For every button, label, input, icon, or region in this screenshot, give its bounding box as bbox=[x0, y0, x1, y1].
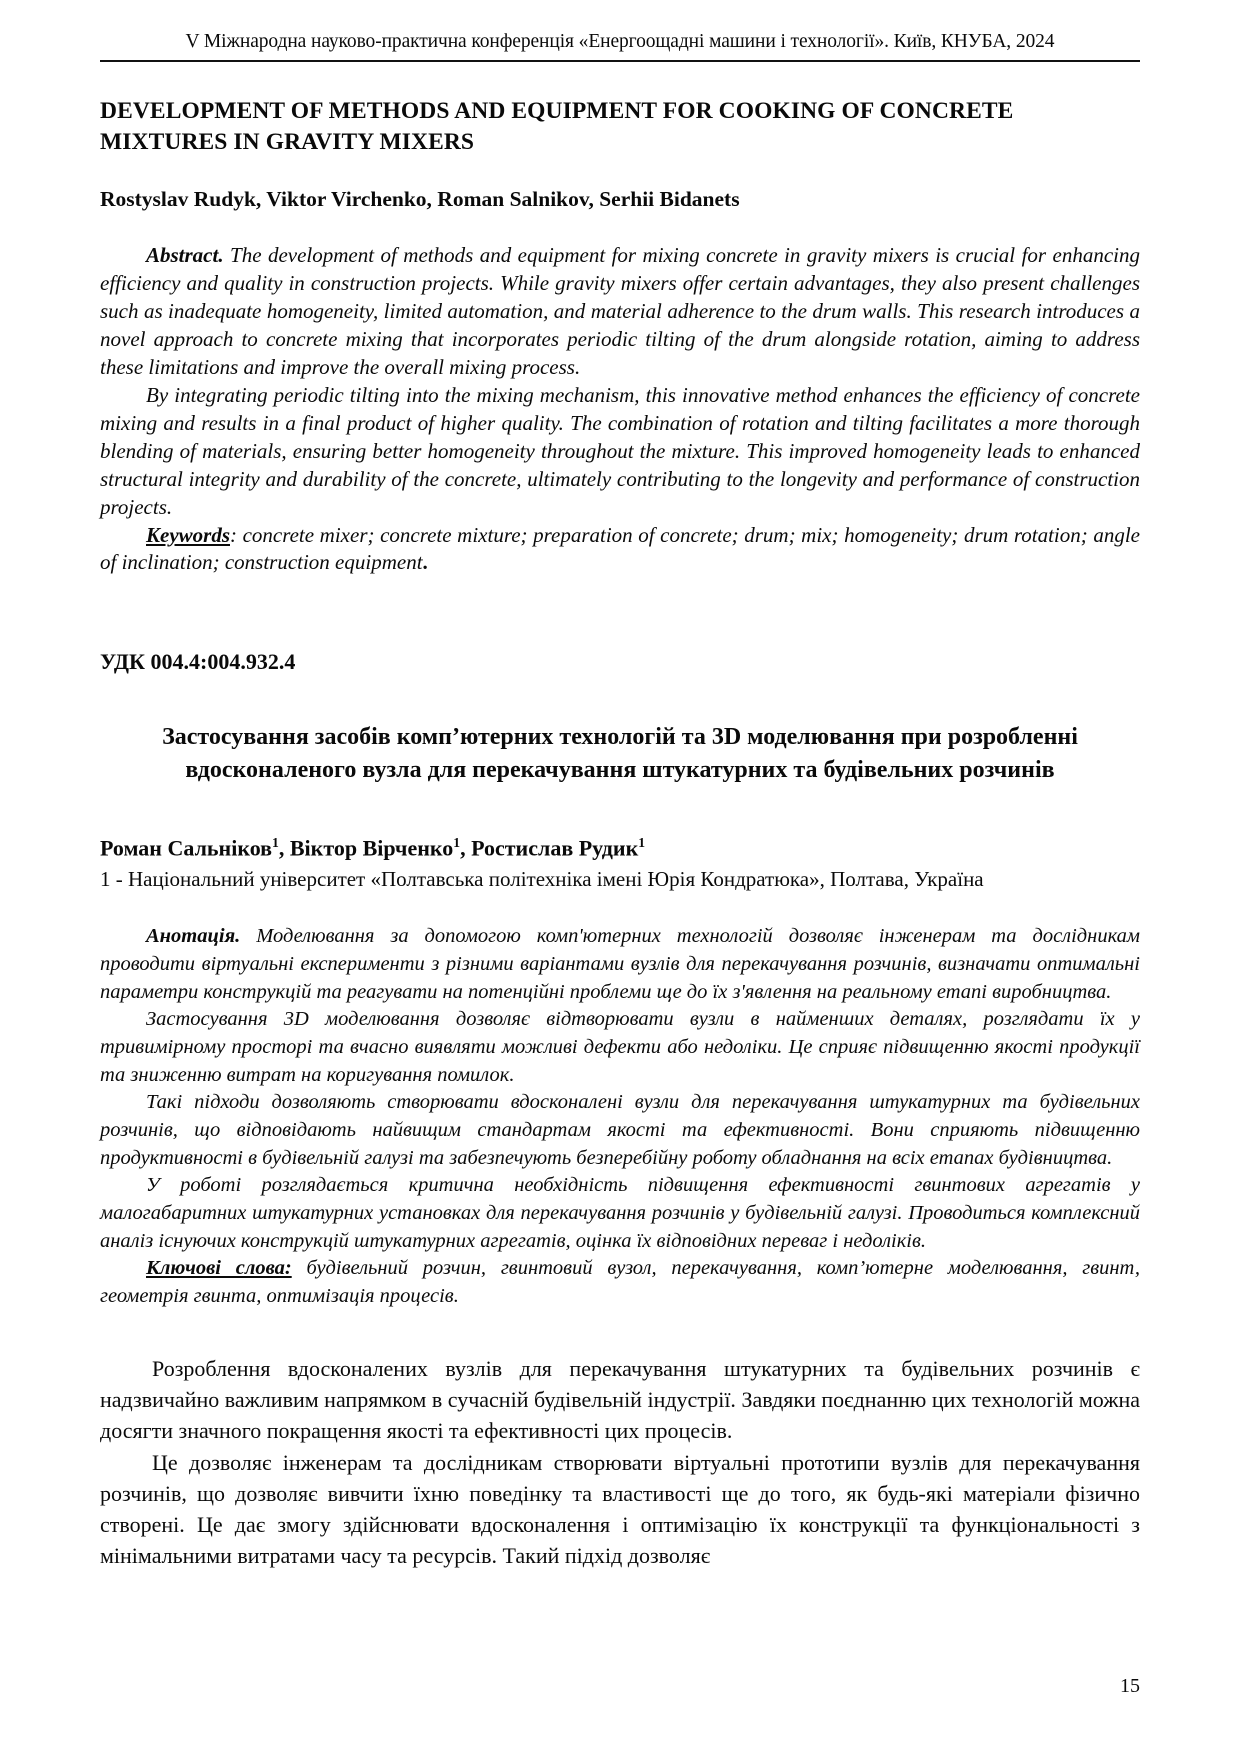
author-affiliation-marker-1: 1 bbox=[272, 835, 279, 851]
abstract-label: Abstract. bbox=[146, 243, 224, 268]
ukrainian-keywords-label: Ключові слова: bbox=[146, 1257, 292, 1280]
running-head-rule bbox=[100, 60, 1140, 62]
running-head: V Міжнародна науково-практична конференція «Енергоощадні машини і технології». Київ, КНУБА, 2024 bbox=[185, 31, 1055, 52]
body-paragraph-2: Це дозволяє інженерам та дослідникам створювати віртуальні прототипи вузлів для перекачування розчинів, що дозволяє вивчити їхню поведінку та властивості ще до того, як будь-які матеріали фізично створені. Це дає змогу здійснювати вдосконалення і оптимізацію їх конструкції та функціональності з мінімальними витратами часу та ресурсів. Такий підхід дозволяє bbox=[100, 1449, 1140, 1569]
body-paragraph-1: Розроблення вдосконалених вузлів для перекачування штукатурних та будівельних розчинів є надзвичайно важливим напрямком в сучасній будівельній індустрії. Завдяки поєднанню цих технологій можна досягти значного покращення якості та ефективності цих процесів. bbox=[100, 1355, 1140, 1444]
author-name-2: , Віктор Вірченко bbox=[278, 835, 454, 861]
abstract-text-1: The development of methods and equipment for mixing concrete in gravity mixers is crucial for enhancing efficiency and quality in construction projects. While gravity mixers offer certain advantages, they also present challenges such as inadequate homogeneity, limited automation, and material adherence to the drum walls. This research introduces a novel approach to concrete mixing that incorporates periodic tilting of the drum alongside rotation, aiming to address these limitations and improve the overall mixing process. bbox=[100, 243, 1140, 380]
ukrainian-title: Застосування засобів комп’ютерних технологій та 3D моделювання при розробленні вдосконаленого вузла для перекачування штукатурних та будівельних розчинів bbox=[162, 724, 1078, 783]
ukrainian-authors bbox=[100, 786, 1140, 863]
english-keywords-label: Keywords bbox=[146, 522, 230, 547]
english-authors: Rostyslav Rudyk, Viktor Virchenko, Roman Salnikov, Serhii Bidanets bbox=[100, 187, 740, 212]
english-abstract-paragraph-1 bbox=[100, 242, 1140, 382]
page-content bbox=[100, 30, 1140, 1571]
ukrainian-annotation-paragraph-1 bbox=[100, 923, 1140, 1006]
english-abstract-paragraph-2: By integrating periodic tilting into the mixing mechanism, this innovative method enhances the efficiency of concrete mixing and results in a final product of higher quality. The combination of rotation and tilting facilitates a more thorough blending of materials, ensuring better homogeneity throughout the mixture. This improved homogeneity leads to enhanced structural integrity and durability of the concrete, ultimately contributing to the longevity and performance of construction projects. bbox=[100, 382, 1140, 519]
ukrainian-affiliation: 1 - Національний університет «Полтавська політехніка імені Юрія Кондратюка», Полтава, Україна bbox=[100, 867, 984, 892]
ukrainian-keywords-text: будівельний розчин, гвинтовий вузол, перекачування, комп’ютерне моделювання, гвинт, геометрія гвинта, оптимізація процесів. bbox=[100, 1257, 1140, 1308]
author-affiliation-marker-3: 1 bbox=[638, 835, 646, 851]
author-affiliation-marker-2: 1 bbox=[453, 835, 461, 851]
ukrainian-annotation-paragraph-4: У роботі розглядається критична необхідність підвищення ефективності гвинтових агрегатів у малогабаритних штукатурних установках для перекачування розчинів у будівельній галузі. Проводиться комплексний аналіз існуючих конструкцій штукатурних агрегатів, оцінка їх відповідних переваг і недоліків. bbox=[100, 1174, 1140, 1252]
english-keywords-text: : concrete mixer; concrete mixture; preparation of concrete; drum; mix; homogeneity; drum rotation; angle of inclination; construction equipment bbox=[100, 522, 1140, 575]
ukrainian-keywords-paragraph bbox=[100, 1255, 1140, 1310]
annotation-text-1: Моделювання за допомогою комп'ютерних технологій дозволяє інженерам та дослідникам проводити віртуальні експерименти з різними варіантами вузлів для перекачування розчинів, визначати оптимальні параметри конструкцій та реагувати на потенційні проблеми ще до їх з'явлення на реальному етапі виробництва. bbox=[100, 925, 1140, 1003]
author-name-3: , Ростислав Рудик bbox=[460, 835, 639, 861]
ukrainian-annotation-paragraph-3: Такі підходи дозволяють створювати вдосконалені вузли для перекачування штукатурних та будівельних розчинів, що відповідають найвищим стандартам якості та ефективності. Вони сприяють підвищенню продуктивності в будівельній галузі та забезпечують безперебійну роботу обладнання на всіх етапах будівництва. bbox=[100, 1091, 1140, 1169]
english-title: DEVELOPMENT OF METHODS AND EQUIPMENT FOR COOKING OF CONCRETE MIXTURES IN GRAVITY MIXERS bbox=[100, 98, 1014, 156]
page-number: 15 bbox=[1120, 1675, 1140, 1697]
ukrainian-annotation-paragraph-2: Застосування 3D моделювання дозволяє відтворювати вузли в найменших деталях, розглядати їх у тривимірному просторі та вчасно виявляти можливі дефекти або недоліки. Це сприяє підвищенню якості продукції та зниженню витрат на коригування помилок. bbox=[100, 1008, 1140, 1086]
english-keywords-paragraph bbox=[100, 522, 1140, 578]
annotation-label: Анотація. bbox=[146, 925, 241, 948]
author-name-1: Роман Сальніков bbox=[100, 835, 273, 861]
udc-code: УДК 004.4:004.932.4 bbox=[100, 649, 296, 675]
english-keywords-terminator: . bbox=[422, 550, 428, 575]
